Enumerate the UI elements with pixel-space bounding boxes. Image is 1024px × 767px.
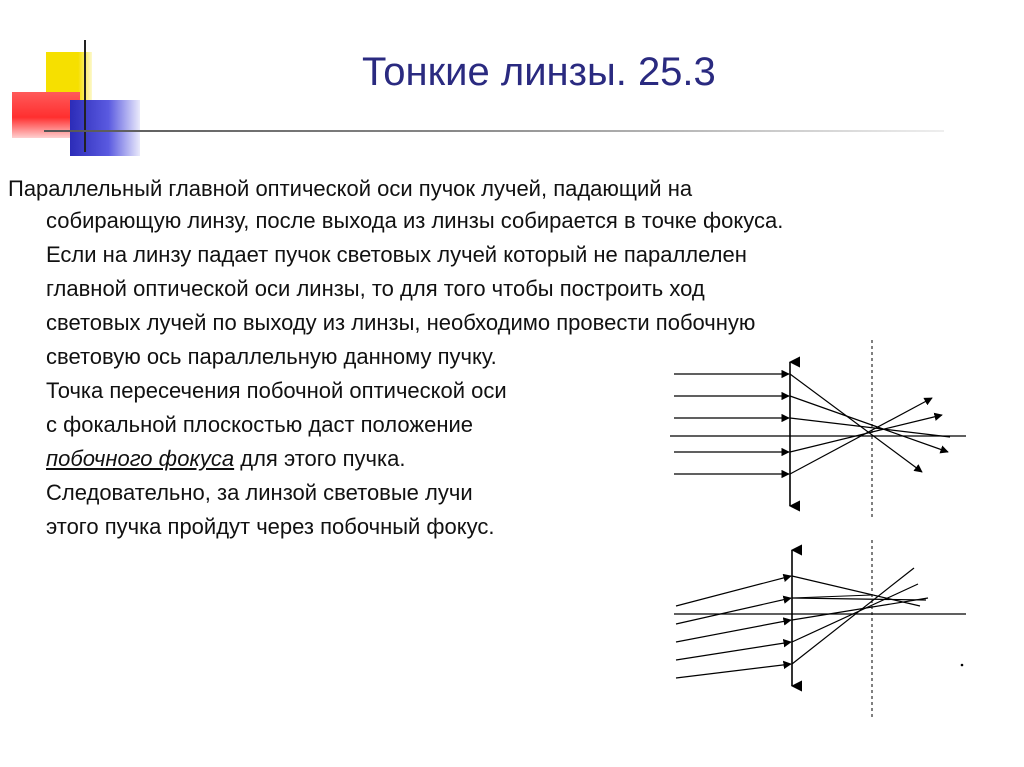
body-line-6: световую ось параллельную данному пучку. <box>46 344 497 369</box>
oblique-beam-diagram <box>670 540 970 720</box>
body-line-2: собирающую линзу, после выхода из линзы собирается в точке фокуса. <box>46 208 784 233</box>
body-line-9 <box>46 446 405 472</box>
secondary-focus-term: побочного фокуса <box>46 446 235 471</box>
incident-rays <box>674 374 789 474</box>
body-line-1: Параллельный главной оптической оси пучок лучей, падающий на <box>8 176 693 201</box>
body-line-7: Точка пересечения побочной оптической оси <box>46 378 507 403</box>
secondary-optical-axis <box>792 595 872 598</box>
slide-title: Тонкие линзы. 25.3 <box>362 50 716 94</box>
parallel-beam-diagram <box>670 340 970 520</box>
incident-rays-2 <box>676 576 791 678</box>
dot-mark <box>961 664 964 667</box>
body-line-9-rest: для этого пучка. <box>234 446 406 471</box>
logo-blue-block <box>70 100 140 156</box>
title-underline <box>44 130 944 132</box>
body-line-3: Если на линзу падает пучок световых лучей который не параллелен <box>46 242 747 267</box>
body-line-11: этого пучка пройдут через побочный фокус. <box>46 514 495 539</box>
body-line-8: с фокальной плоскостью даст положение <box>46 412 473 437</box>
body-line-5: световых лучей по выходу из линзы, необходимо провести побочную <box>46 310 756 335</box>
logo-vertical-line <box>84 40 86 152</box>
body-line-4: главной оптической оси линзы, то для того чтобы построить ход <box>46 276 705 301</box>
refracted-rays-2 <box>792 568 928 664</box>
body-line-10: Следовательно, за линзой световые лучи <box>46 480 473 505</box>
refracted-rays <box>790 374 950 474</box>
